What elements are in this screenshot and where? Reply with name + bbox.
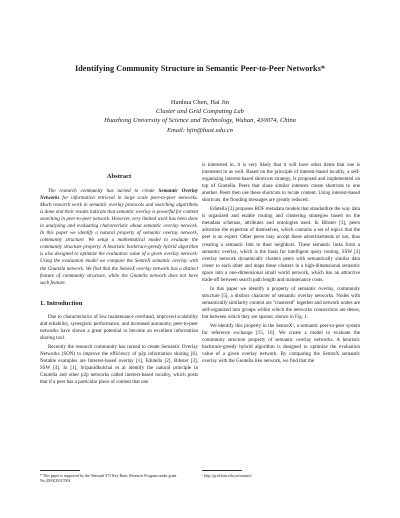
abstract-heading: Abstract: [106, 173, 132, 180]
affiliation-university: Huazhong University of Science and Technology, Wuhan, 430074, China: [104, 117, 296, 125]
abstract-text-start: The research community has turned to create: [48, 188, 159, 194]
abstract-text-rest: for information retrieval in large scale peer-to-peer networks. Much research work in semantic overlay protocols and searching algorithms is done and their results indicate that semantic overlay is powerful for content searching in peer-to-peer network. However, very limited work has been done in analyzing and evaluating characteristic about semantic overlay network. In this paper we identify a natural property of semantic overlay network, community structure. We setup a mathematical model to evaluate the community structure property. A heuristic backtrace-greedy hybrid algorithm is also designed to optimize the evaluation value of a given overlay network. Using the evaluation model we compare the SemreX semantic overlay with the Gnutella network. We find that the SemreX overlay network has a distinct feature of community structure, while the Gnutella network does not have such feature.: [40, 195, 198, 286]
affiliation-lab: Cluster and Grid Computing Lab: [156, 108, 244, 116]
abstract-son-term: Semantic Overlay Networks: [40, 188, 198, 202]
right-paragraph-4: We identify this property in the SemreX¹, a semantic peer-to-peer system for reference exchange [15, 16]. We create a model to evaluate the community structure property of semantic overlay networks. A heuristic backtrace-greedy hybrid algorithm is designed to optimize the evaluation value of a given overlay network. By comparing the SemreX semantic overlay with the Gnutella like network, we find that the: [202, 323, 360, 365]
abstract-text: [40, 188, 198, 287]
introduction-heading: 1. Introduction: [40, 299, 83, 307]
right-column: [202, 162, 360, 367]
author-email: Email: hjin@hust.edu.cn: [167, 126, 233, 134]
left-column: [40, 162, 198, 388]
footnote-rule-left: [40, 470, 80, 471]
footnote-funding: * This paper is supported by the National 973 Key Basic Research Program under grant No.2003CB317003.: [40, 474, 177, 484]
right-paragraph-3: In this paper we identify a property of semantic overlay, community structure [5], a distinct character of semantic overlay networks. Nodes with semantically similarity content are "clustered" together and network nodes are self-organized into groups within which the networks connections are dense, but between which they are sparser, shown in Fig. 1.: [202, 285, 360, 320]
right-paragraph-1: is interested in, it is very likely that it will have other items that one is interested in as well. Based on the principle of interest-based locality, a self-organizing interest-based shortcuts strategy, is proposed and implemented on top of Gnutella. Peers that share similar interests create shortcuts to one another. Peers then use these shortcuts to locate content. Using interest-based shortcuts, the flooding messages are greatly reduced.: [202, 162, 360, 204]
right-paragraph-2: Edutella [2] proposes RDF metadata models that standardize the way data is organized and enable routing and clustering strategies based on the metadata schemas, attributes and ontologies used. In Bibster [3], peers advertise the expertise of themselves, which contains a set of topics that the peer is an expert. Other peers may accept these advertisements or not, thus creating a semantic link to their neighbors. These semantic links form a semantic overlay, which is the basis for intelligent query routing. SSW [4] overlay network dynamically clusters peers with semantically similar data closer to each other and maps these clusters in a high-dimensional semantic space into a one-dimensional small world network, which has an attractive trade-off between search path length and maintenance costs.: [202, 206, 360, 283]
intro-paragraph-1: Due to characteristics of low maintenance overhead, improved scalability and reliability, synergistic performance, and increased autonomy, peer-to-peer networks have shown a great potential to become an excellent information sharing tool.: [40, 313, 198, 341]
author-block: [20, 98, 380, 135]
footnote-semrex-url: ¹ http://grid.hust.edu.cn/semrex/: [202, 474, 252, 478]
paper-title: Identifying Community Structure in Semantic Peer-to-Peer Networks*: [74, 64, 326, 73]
intro-paragraph-2: Recently the research community has turned to create Semantic Overlay Networks (SON) to improve the efficiency of p2p information sharing [6]. Notable examples are Interest-based overlay [1], Edutella [2], Bibster [3], SSW [4]. In [1], Sripanidkulchai et al identify the natural principle in Gnutella and other p2p networks called interest-based locality, which posts that if a peer has a particular piece of content that one: [40, 343, 198, 386]
author-names: Hanhua Chen, Hai Jin: [170, 99, 230, 106]
footnote-rule-right: [202, 470, 242, 471]
